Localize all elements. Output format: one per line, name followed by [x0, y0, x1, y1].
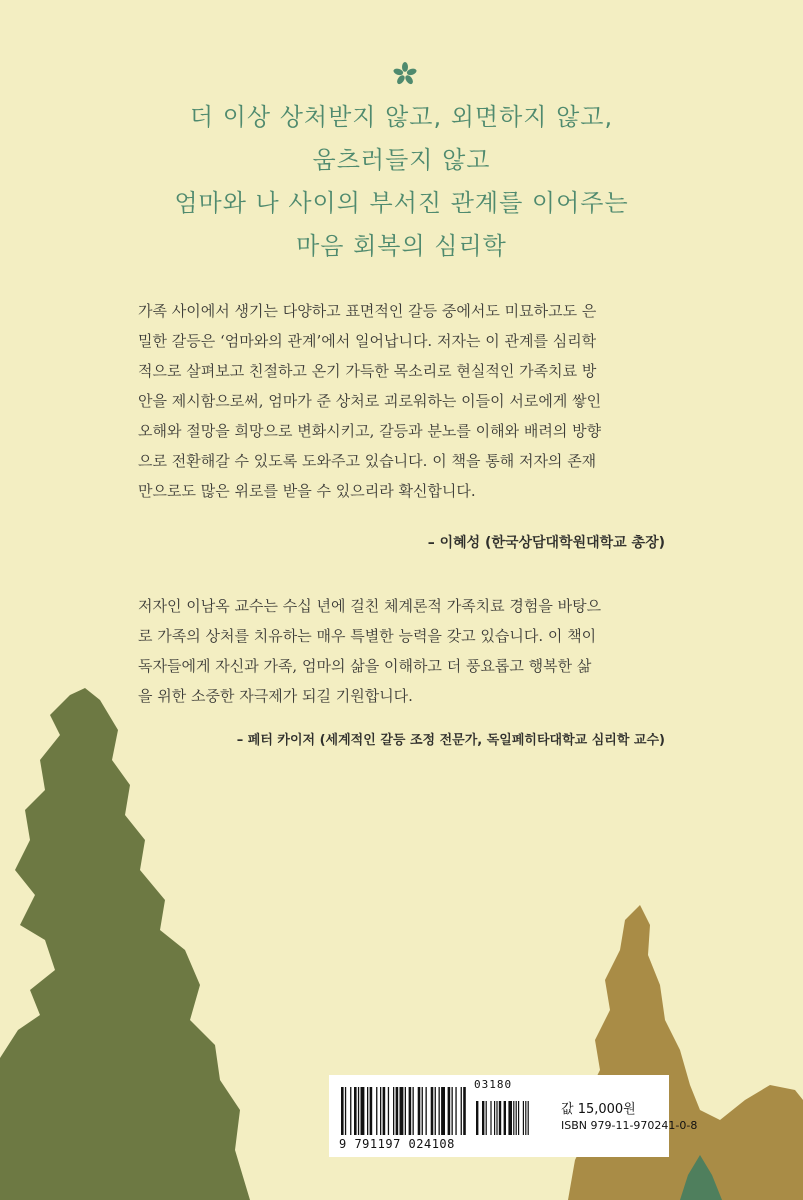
headline: [100, 96, 703, 268]
barcode-bar: [435, 1087, 436, 1135]
endorsement-1-line: 밀한 갈등은 ‘엄마와의 관계’에서 일어납니다. 저자는 이 관계를 심리학: [138, 332, 597, 350]
barcode-addon-bar: [528, 1101, 529, 1135]
barcode-addon-bar: [499, 1101, 501, 1135]
barcode-bar: [405, 1087, 406, 1135]
barcode-bar: [439, 1087, 440, 1135]
flower-ornament-icon: [393, 62, 417, 86]
barcode-bar: [413, 1087, 414, 1135]
barcode-bar: [463, 1087, 466, 1135]
barcode-bar: [388, 1087, 389, 1135]
endorsement-1-line: 으로 전환해갈 수 있도록 도와주고 있습니다. 이 책을 통해 저자의 존재: [138, 452, 597, 470]
barcode-bar: [341, 1087, 344, 1135]
barcode-addon-bar: [494, 1101, 495, 1135]
barcode-image: [341, 1087, 541, 1137]
headline-line-3: 엄마와 나 사이의 부서진 관계를 이어주는: [174, 189, 629, 217]
barcode-addon-bar: [486, 1101, 487, 1135]
endorsement-2-line: 독자들에게 자신과 가족, 엄마의 삶을 이해하고 더 풍요롭고 행복한 삶: [138, 657, 592, 675]
endorsement-2-line: 로 가족의 상처를 치유하는 매우 특별한 능력을 갖고 있습니다. 이 책이: [138, 627, 597, 645]
endorsement-1-line: 가족 사이에서 생기는 다양하고 표면적인 갈등 중에서도 미묘하고도 은: [138, 302, 597, 320]
barcode-bar: [376, 1087, 377, 1135]
barcode-bar: [431, 1087, 434, 1135]
green-rock-shape: [0, 688, 250, 1200]
barcode-addon-bar: [513, 1101, 514, 1135]
barcode-addon-bar: [482, 1101, 484, 1135]
endorsement-1-line: 오해와 절망을 희망으로 변화시키고, 갈등과 분노를 이해와 배려의 방향: [138, 422, 602, 440]
endorsement-1-line: 만으로도 많은 위로를 받을 수 있으리라 확신합니다.: [138, 482, 476, 500]
endorsement-1-attribution: – 이혜성 (한국상담대학원대학교 총장): [427, 535, 665, 551]
barcode-bar: [380, 1087, 381, 1135]
isbn-label: ISBN 979-11-970241-0-8: [561, 1119, 698, 1132]
barcode-bar: [455, 1087, 456, 1135]
barcode-bar: [418, 1087, 421, 1135]
barcode-bar: [354, 1087, 357, 1135]
barcode-bar: [448, 1087, 451, 1135]
barcode-addon-bar: [476, 1101, 478, 1135]
barcode-addon-bar: [518, 1101, 519, 1135]
barcode-addon-bar: [523, 1101, 524, 1135]
barcode-bar: [461, 1087, 462, 1135]
barcode-bar: [361, 1087, 365, 1135]
barcode-bar: [358, 1087, 359, 1135]
endorsement-2-line: 을 위한 소중한 자극제가 되길 기원합니다.: [138, 687, 413, 705]
barcode-bar: [350, 1087, 351, 1135]
barcode-bar: [452, 1087, 453, 1135]
barcode-addon-bar: [496, 1101, 497, 1135]
barcode-addon-bar: [490, 1101, 491, 1135]
headline-line-4: 마음 회복의 심리학: [296, 232, 507, 260]
endorsement-1-line: 안을 제시함으로써, 엄마가 준 상처로 괴로워하는 이들이 서로에게 쌓인: [138, 392, 602, 410]
barcode-bar: [422, 1087, 423, 1135]
barcode-digits: 9 791197 024108: [339, 1137, 455, 1151]
barcode-bar: [400, 1087, 404, 1135]
endorsement-1-text: [138, 296, 666, 506]
endorsement-2-line: 저자인 이남옥 교수는 수십 년에 걸친 체계론적 가족치료 경험을 바탕으: [138, 597, 602, 615]
price-label: 값 15,000원: [561, 1102, 636, 1117]
endorsement-2-text: [138, 591, 666, 711]
barcode-bar: [367, 1087, 368, 1135]
barcode-addon-number: 03180: [474, 1078, 513, 1091]
barcode-bar: [393, 1087, 394, 1135]
barcode-bar: [409, 1087, 412, 1135]
barcode-addon-bar: [525, 1101, 526, 1135]
endorsement-2-attribution: – 페터 카이저 (세계적인 갈등 조정 전문가, 독일페히타대학교 심리학 교수): [236, 733, 665, 748]
endorsement-1-line: 적으로 살펴보고 친절하고 온기 가득한 목소리로 현실적인 가족치료 방: [138, 362, 597, 380]
barcode-bar: [441, 1087, 445, 1135]
barcode-addon-bar: [504, 1101, 506, 1135]
barcode-panel: [329, 1075, 698, 1157]
headline-line-2: 움츠러들지 않고: [312, 146, 491, 174]
barcode-bar: [396, 1087, 399, 1135]
barcode-bar: [383, 1087, 386, 1135]
barcode-bar: [370, 1087, 373, 1135]
headline-line-1: 더 이상 상처받지 않고, 외면하지 않고,: [189, 103, 614, 131]
barcode-addon-bar: [508, 1101, 512, 1135]
barcode-addon-bar: [516, 1101, 517, 1135]
barcode-bar: [345, 1087, 346, 1135]
barcode-bar: [426, 1087, 427, 1135]
